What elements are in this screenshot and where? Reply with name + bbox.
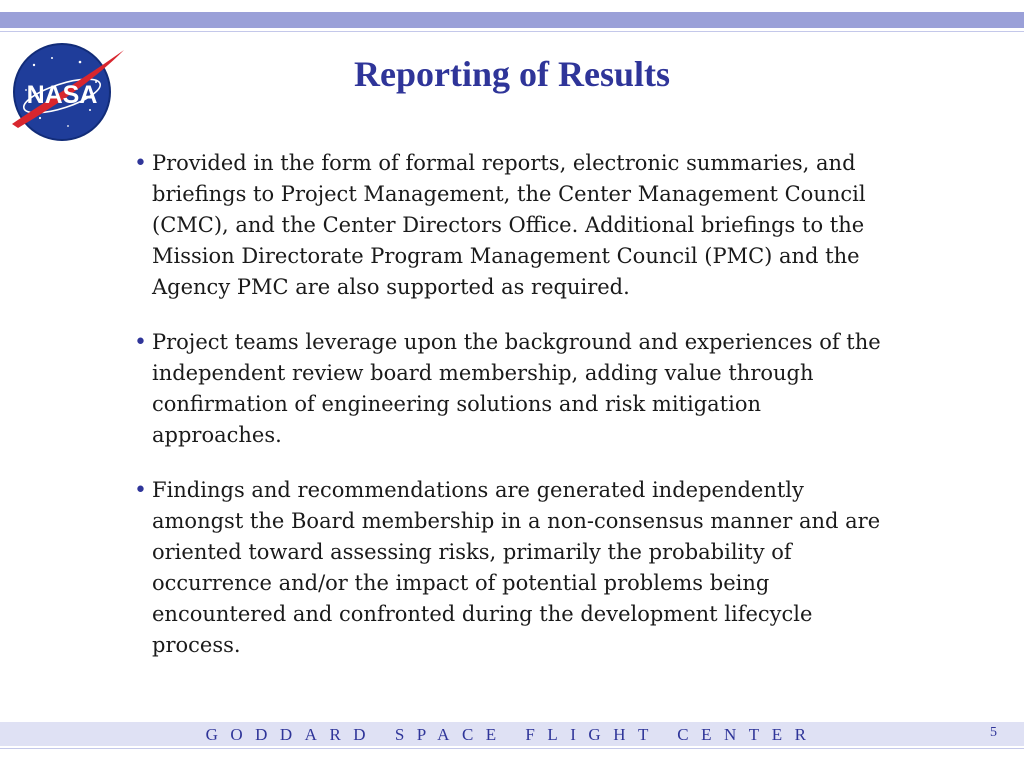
svg-text:NASA: NASA [26,81,98,109]
bullet-text: Project teams leverage upon the background and experiences of the independent review board membership, adding value through confirmation of engineering solutions and risk mitigation approaches. [152,330,881,447]
bullet-list [134,148,894,685]
page-number: 5 [990,725,997,740]
slide-title: Reporting of Results [354,54,670,94]
header-bar [0,12,1024,28]
bullet-marker: • [134,330,147,355]
bullet-text: Findings and recommendations are generated independently amongst the Board membership in a non-consensus manner and are oriented toward assessing risks, primarily the probability of occurrence and/or the impact of potential problems being encountered and confronted during the development lifecycle process. [152,478,881,657]
bullet-text: Provided in the form of formal reports, electronic summaries, and briefings to Project Management, the Center Management Council (CMC), and the Center Directors Office. Additional briefings to the Mission Directorate Program Management Council (PMC) and the Agency PMC are also supported as required. [152,151,866,299]
footer-org-name: GODDARD SPACE FLIGHT CENTER [205,725,819,744]
bullet-marker: • [134,478,147,503]
bullet-marker: • [134,151,147,176]
bullet-item [134,327,894,451]
bullet-item [134,475,894,661]
bullet-item [134,148,894,303]
header-rule [0,31,1024,32]
footer-rule [0,748,1024,749]
